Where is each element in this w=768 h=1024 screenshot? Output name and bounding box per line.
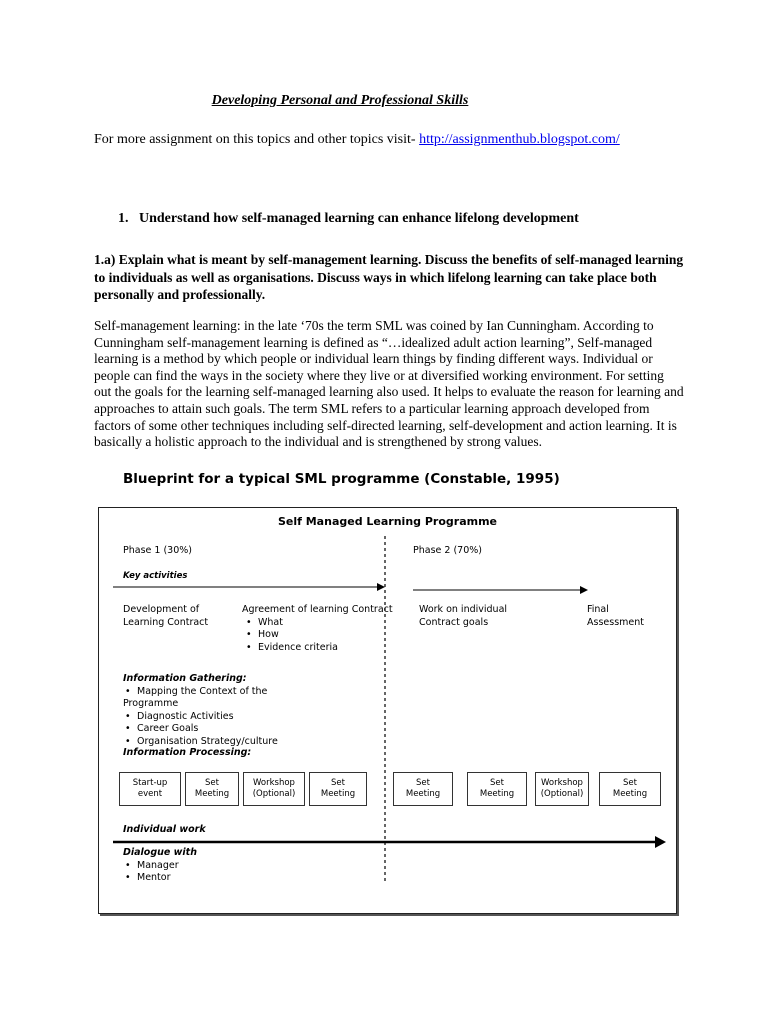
workshop-box: Workshop (Optional) <box>535 772 589 806</box>
figure-caption: Blueprint for a typical SML programme (Constable, 1995) <box>123 471 560 487</box>
visit-text: For more assignment on this topics and other topics visit- <box>94 132 420 147</box>
development-contract: Development of Learning Contract <box>123 604 209 628</box>
individual-work-arrowhead <box>655 836 666 848</box>
dialogue-item: • Manager <box>123 860 197 873</box>
phase1-arrowhead <box>377 583 385 591</box>
info-gathering-item: • Mapping the Context of the Programme <box>123 686 278 711</box>
work-individual-goals: Work on individual Contract goals <box>419 604 508 628</box>
assignmenthub-link[interactable]: http://assignmenthub.blogspot.com/ <box>419 132 620 147</box>
info-gathering-item: • Diagnostic Activities <box>123 711 278 724</box>
dialogue-block <box>123 847 197 885</box>
individual-work-label: Individual work <box>123 824 206 835</box>
agreement-block <box>242 604 393 654</box>
dialogue-item: • Mentor <box>123 872 197 885</box>
info-gathering-block <box>123 673 278 748</box>
workshop-box: Workshop (Optional) <box>243 772 305 806</box>
final-assessment: Final Assessment <box>587 604 644 628</box>
visit-line <box>94 132 620 148</box>
info-processing-label: Information Processing: <box>123 747 252 758</box>
set-meeting-box: Set Meeting <box>393 772 453 806</box>
start-up-event-box: Start-up event <box>119 772 181 806</box>
info-gathering-title: Information Gathering: <box>123 673 247 684</box>
info-gathering-item: • Organisation Strategy/culture <box>123 736 278 749</box>
agreement-item: • How <box>244 629 393 642</box>
sml-diagram <box>98 507 677 914</box>
set-meeting-box: Set Meeting <box>185 772 239 806</box>
set-meeting-box: Set Meeting <box>467 772 527 806</box>
phase1-label: Phase 1 (30%) <box>123 545 192 556</box>
section-heading: 1. Understand how self-managed learning can enhance lifelong development <box>118 211 579 226</box>
agreement-item: • What <box>244 617 393 630</box>
document-title: Developing Personal and Professional Skills <box>211 93 469 108</box>
info-gathering-item: • Career Goals <box>123 723 278 736</box>
diagram-title: Self Managed Learning Programme <box>277 515 498 528</box>
phase2-arrowhead <box>580 586 588 594</box>
agreement-title: Agreement of learning Contract <box>242 604 393 615</box>
dialogue-title: Dialogue with <box>123 847 197 858</box>
agreement-item: • Evidence criteria <box>244 642 393 655</box>
key-activities-label: Key activities <box>123 571 188 581</box>
phase2-label: Phase 2 (70%) <box>413 545 482 556</box>
set-meeting-box: Set Meeting <box>309 772 367 806</box>
question-heading: 1.a) Explain what is meant by self-management learning. Discuss the benefits of self-managed learning to individuals as well as organisations. Discuss ways in which lifelong learning can take place both personally and professionally. <box>94 252 684 302</box>
body-paragraph: Self-management learning: in the late ‘70s the term SML was coined by Ian Cunningham. According to Cunningham self-management learning is defined as “…idealized adult action learning”, Self-managed learning is a method by which people or individual learn things by finding different ways. Individual or people can find the ways in the society where they live or at diversified working environment. For setting out the goals for the learning self-managed learning also used. It helps to evaluate the reason for learning and approaches to attain such goals. The term SML refers to a particular learning approach developed from factors of some other techniques including self-directed learning, self-development and action learning. It is basically a holistic approach to the individual and is strengthened by strong values. <box>94 318 684 450</box>
set-meeting-box: Set Meeting <box>599 772 661 806</box>
